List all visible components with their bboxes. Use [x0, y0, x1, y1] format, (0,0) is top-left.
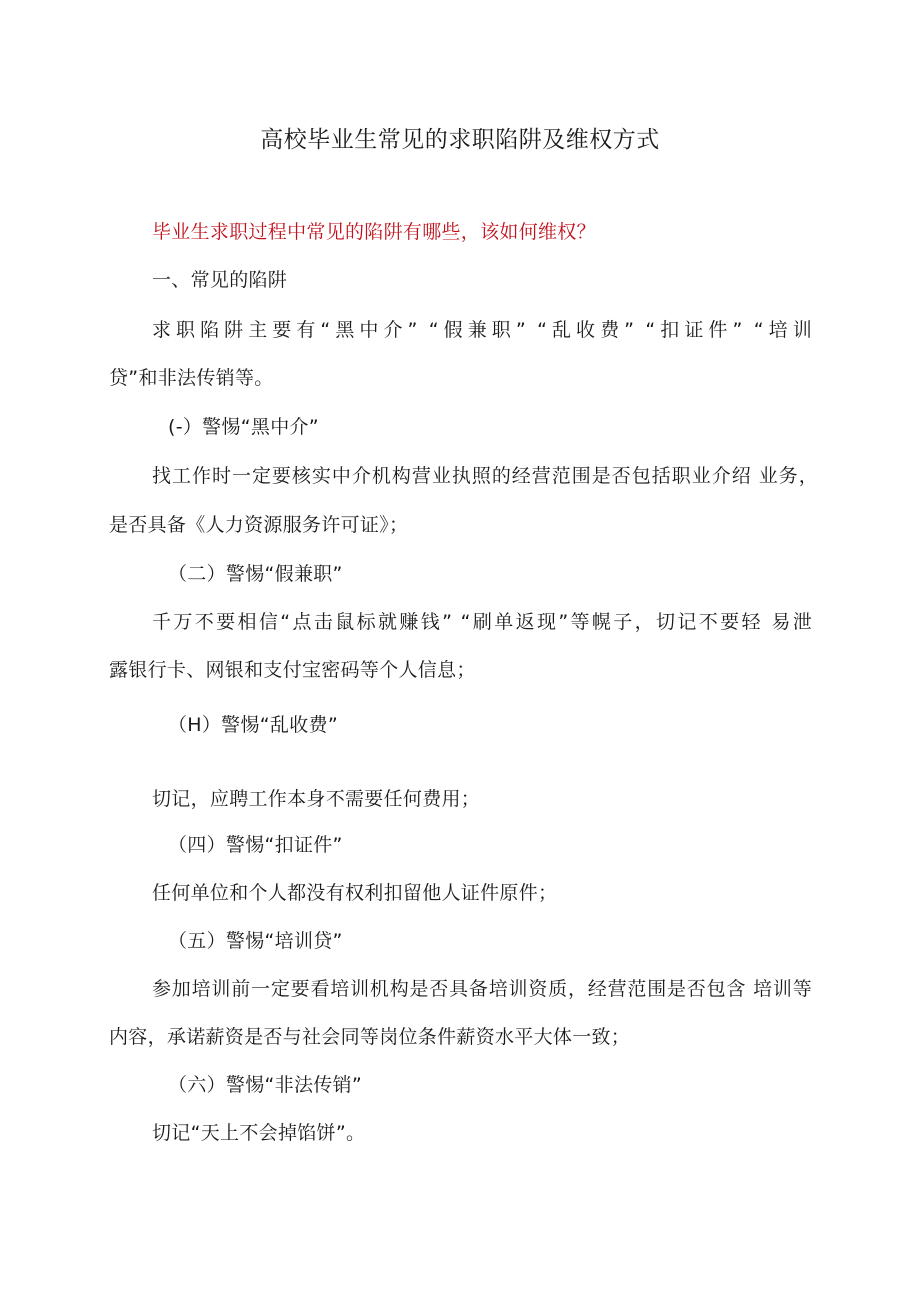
intro-line-2: 贷”和非法传销等。: [109, 367, 274, 389]
item-6-line-1: 切记“天上不会掉馅饼”。: [152, 1122, 366, 1144]
subtitle-question: 毕业生求职过程中常见的陷阱有哪些，该如何维权？: [152, 221, 596, 243]
item-5-line-2: 内容，承诺薪资是否与社会同等岗位条件薪资水平大体一致；: [109, 1026, 631, 1048]
item-2-heading: （二）警惕“假兼职”: [168, 563, 343, 585]
item-6-heading: （六）警惕“非法传销”: [168, 1074, 362, 1096]
item-3-heading: （H）警惕“乱收费”: [168, 714, 338, 736]
item-4-line-1: 任何单位和个人都没有权利扣留他人证件原件；: [152, 882, 558, 904]
intro-line-1: 求职陷阱主要有“黑中介” “假兼职” “乱收费” “扣证件” “培训: [152, 319, 812, 341]
item-3-line-1: 切记，应聘工作本身不需要任何费用；: [152, 788, 481, 810]
item-5-heading: （五）警惕“培训贷”: [168, 930, 343, 952]
item-2-line-2: 露银行卡、网银和支付宝密码等个人信息；: [109, 659, 476, 681]
item-2-line-1: 千万不要相信“点击鼠标就赚钱” “刷单返现”等幌子，切记不要轻 易泄: [152, 611, 812, 633]
section-heading: 一、常见的陷阱: [152, 269, 288, 291]
item-4-heading: （四）警惕“扣证件”: [168, 834, 343, 856]
item-1-line-1: 找工作时一定要核实中介机构营业执照的经营范围是否包括职业介绍 业务，: [152, 465, 818, 487]
item-1-line-2: 是否具备《人力资源服务许可证》；: [109, 514, 409, 536]
item-5-line-1: 参加培训前一定要看培训机构是否具备培训资质，经营范围是否包含 培训等: [152, 978, 812, 1000]
item-1-heading: (-）警惕“黑中介”: [168, 416, 319, 438]
document-title: 高校毕业生常见的求职陷阱及维权方式: [260, 127, 660, 153]
